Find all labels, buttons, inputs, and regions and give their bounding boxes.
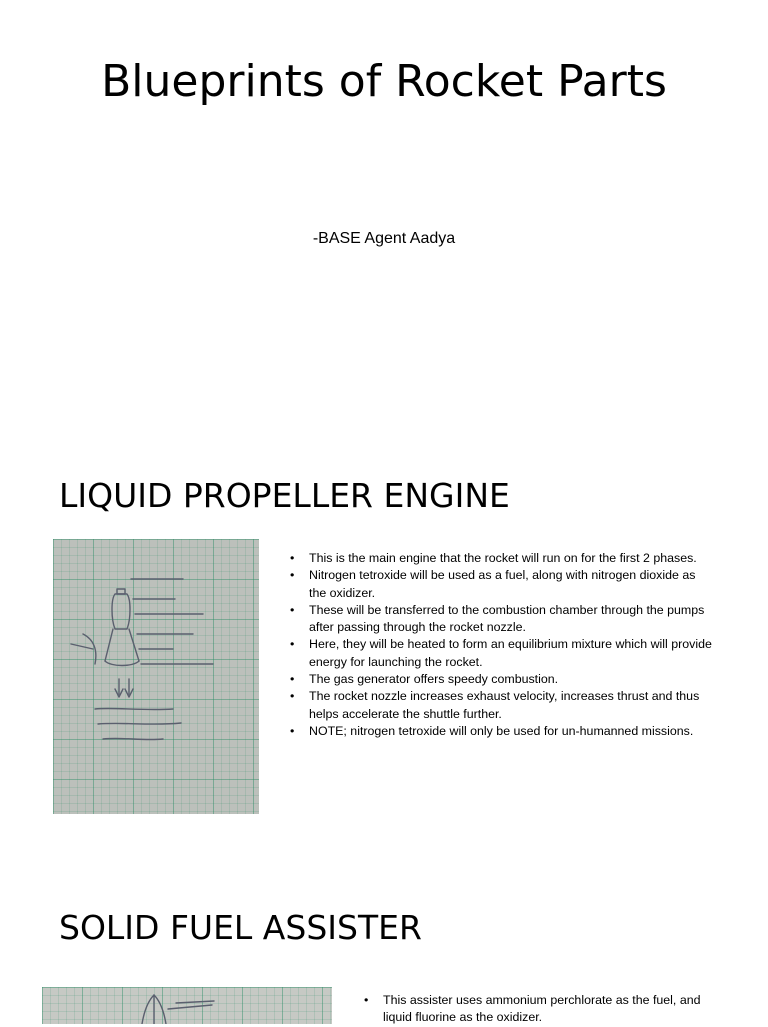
list-item: • This is the main engine that the rocket will run on for the first 2 phases.: [290, 550, 714, 567]
list-item: • The rocket nozzle increases exhaust velocity, increases thrust and thus helps accelerate the shuttle further.: [290, 688, 714, 723]
list-item: • These will be transferred to the combustion chamber through the pumps after passing through the rocket nozzle.: [290, 602, 714, 637]
page-title: Blueprints of Rocket Parts: [101, 56, 667, 107]
author-subtitle: -BASE Agent Aadya: [312, 230, 456, 247]
list-item: • The gas generator offers speedy combustion.: [290, 671, 714, 688]
assister-sketch-drawing: [42, 987, 332, 1024]
assister-sketch-photo: [42, 987, 332, 1024]
section-heading-solid-fuel-assister: SOLID FUEL ASSISTER: [59, 908, 422, 947]
list-item: • Here, they will be heated to form an equilibrium mixture which will provide energy for launching the rocket.: [290, 636, 714, 671]
section-heading-liquid-propeller-engine: LIQUID PROPELLER ENGINE: [59, 476, 510, 515]
list-item: • Nitrogen tetroxide will be used as a fuel, along with nitrogen dioxide as the oxidizer.: [290, 567, 714, 602]
solid-assister-bullet-list: [364, 992, 704, 1027]
list-item: • This assister uses ammonium perchlorate as the fuel, and liquid fluorine as the oxidizer.: [364, 992, 704, 1027]
engine-sketch-drawing: [53, 539, 259, 814]
engine-sketch-photo: [53, 539, 259, 814]
list-item: • NOTE; nitrogen tetroxide will only be used for un-humanned missions.: [290, 723, 714, 740]
liquid-engine-bullet-list: [290, 550, 714, 740]
